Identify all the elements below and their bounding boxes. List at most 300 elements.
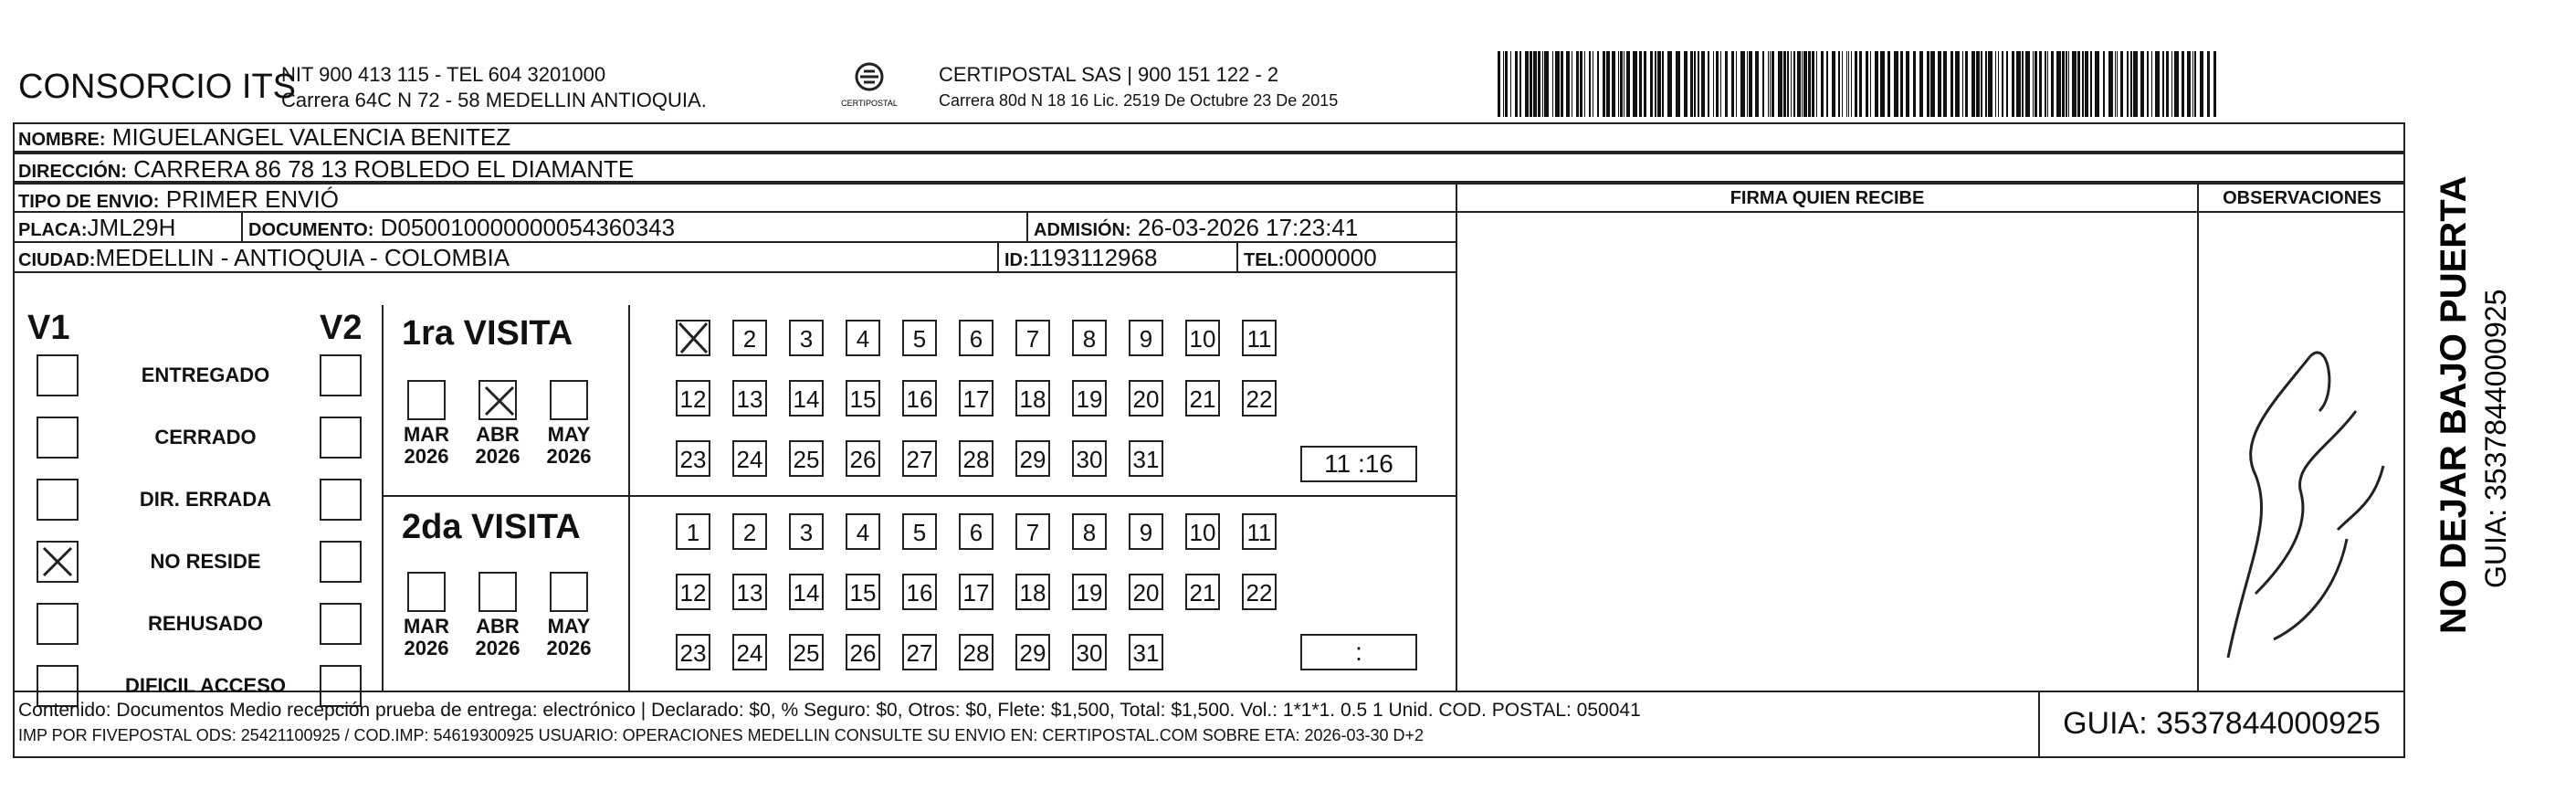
day-box[interactable]: 14 (789, 380, 824, 417)
barcode-bar (1544, 51, 1549, 117)
company-nit (281, 62, 707, 113)
barcode-bar (1713, 51, 1714, 117)
day-box[interactable]: 13 (732, 380, 767, 417)
tipo-value: PRIMER ENVIÓ (165, 185, 339, 213)
v2-label: V2 (320, 309, 363, 347)
barcode-bar (1943, 51, 1947, 117)
barcode-bar (2200, 51, 2203, 117)
barcode-bar (1797, 51, 1801, 117)
visit1-title: 1ra VISITA (402, 314, 573, 353)
month-checkbox[interactable] (478, 380, 517, 420)
barcode-bar (1770, 51, 1771, 117)
barcode-bar (2194, 51, 2196, 117)
observaciones-header: OBSERVACIONES (2197, 183, 2405, 213)
side-panel (2411, 122, 2512, 758)
side-guia: GUIA: 3537844000925 (2479, 289, 2512, 588)
certi-line: CERTIPOSTAL SAS | 900 151 122 - 2 (939, 63, 1279, 86)
logo-text: CERTIPOSTAL (841, 99, 898, 108)
barcode-bar (1988, 51, 1992, 117)
day-box[interactable]: 8 (1072, 513, 1107, 550)
barcode-bar (1690, 51, 1693, 117)
barcode-bar (2147, 51, 2149, 117)
ciudad-label: CIUDAD: (18, 250, 96, 270)
barcode-bar (1793, 51, 1795, 117)
barcode-bar (1812, 51, 1814, 117)
barcode-bar (1618, 51, 1619, 117)
tipo-row (13, 183, 1456, 213)
barcode-bar (1919, 51, 1923, 117)
barcode-bar (1832, 51, 1835, 117)
barcode-bar (2187, 51, 2191, 117)
barcode-bar (2103, 51, 2105, 117)
barcode-bar (1684, 51, 1688, 117)
day-box[interactable]: 24 (732, 634, 767, 670)
nombre-row (13, 122, 2405, 153)
barcode-bar (2062, 51, 2065, 117)
month-label (394, 424, 458, 468)
day-box[interactable]: 18 (1015, 574, 1050, 610)
barcode-bar (1561, 51, 1563, 117)
day-box[interactable]: 2 (732, 320, 767, 356)
month-checkbox[interactable] (550, 572, 588, 612)
direccion-value: CARRERA 86 78 13 ROBLEDO EL DIAMANTE (133, 155, 635, 183)
day-box[interactable]: 4 (846, 513, 880, 550)
barcode-bar (2171, 51, 2172, 117)
day-box[interactable]: 2 (732, 513, 767, 550)
barcode-bar (2166, 51, 2169, 117)
month-checkbox[interactable] (550, 380, 588, 420)
barcode-bar (1603, 51, 1605, 117)
barcode-bar (2151, 51, 2152, 117)
barcode-bar (1650, 51, 1653, 117)
day-box[interactable]: 15 (846, 574, 880, 610)
barcode-bar (1584, 51, 1585, 117)
day-box[interactable] (676, 320, 710, 356)
nit-line: NIT 900 413 115 - TEL 604 3201000 (281, 63, 606, 86)
day-box[interactable]: 16 (902, 380, 937, 417)
day-box[interactable]: 4 (846, 320, 880, 356)
month-year: 2026 (546, 637, 592, 659)
day-box[interactable]: 9 (1129, 513, 1163, 550)
placa-row (13, 213, 1456, 243)
id-label: ID: (1004, 250, 1029, 270)
barcode-bar (1657, 51, 1661, 117)
status-label: ENTREGADO (141, 364, 270, 386)
certipostal-logo (833, 60, 906, 113)
barcode-bar (1698, 51, 1699, 117)
barcode-bar (2006, 51, 2008, 117)
barcode-bar (1662, 51, 1664, 117)
barcode-bar (1955, 51, 1960, 117)
admision-label: ADMISIÓN: (1034, 220, 1131, 240)
barcode-bar (2182, 51, 2184, 117)
day-box[interactable]: 30 (1072, 440, 1107, 477)
day-box[interactable]: 11 (1242, 320, 1277, 356)
barcode-bar (1821, 51, 1824, 117)
barcode-bar (1866, 51, 1868, 117)
barcode-bar (1976, 51, 1980, 117)
barcode-bar (2033, 51, 2034, 117)
barcode-bar (2117, 51, 2118, 117)
day-box[interactable]: 17 (959, 380, 994, 417)
day-box[interactable]: 10 (1185, 320, 1220, 356)
barcode-bar (1503, 51, 1504, 117)
day-box[interactable]: 23 (676, 634, 710, 670)
barcode-bar (1930, 51, 1935, 117)
day-box[interactable]: 25 (789, 440, 824, 477)
divider (2197, 213, 2199, 691)
barcode-bar (2012, 51, 2014, 117)
documento-label: DOCUMENTO: (248, 220, 374, 240)
day-box[interactable]: 11 (1242, 513, 1277, 550)
day-box[interactable]: 25 (789, 634, 824, 670)
barcode-bar (1716, 51, 1719, 117)
tel-label: TEL: (1244, 250, 1285, 270)
day-box[interactable]: 6 (959, 320, 994, 356)
day-box[interactable]: 1 (676, 513, 710, 550)
barcode-bar (1842, 51, 1843, 117)
month-name: ABR (476, 423, 520, 446)
barcode-bar (1510, 51, 1511, 117)
barcode-bar (1971, 51, 1975, 117)
month-checkbox[interactable] (478, 572, 517, 612)
barcode-bar (2066, 51, 2067, 117)
barcode-bar (1606, 51, 1610, 117)
day-box[interactable]: 9 (1129, 320, 1163, 356)
month-label (466, 616, 530, 659)
day-box[interactable]: 15 (846, 380, 880, 417)
barcode-bar (2140, 51, 2144, 117)
barcode-bar (1620, 51, 1623, 117)
barcode-bar (2072, 51, 2077, 117)
month-label (466, 424, 530, 468)
day-box[interactable]: 30 (1072, 634, 1107, 670)
month-label (537, 616, 601, 659)
barcode-bar (1755, 51, 1759, 117)
barcode-bar (2045, 51, 2046, 117)
barcode-bar (1808, 51, 1811, 117)
barcode-bar (1783, 51, 1786, 117)
barcode-bar (2127, 51, 2129, 117)
barcode-bar (1803, 51, 1807, 117)
divider (382, 305, 384, 691)
documento-cell (243, 213, 1028, 243)
barcode-bar (1519, 51, 1521, 117)
v1-label: V1 (27, 309, 70, 347)
v2-checkbox[interactable] (320, 417, 362, 459)
barcode-bar (1995, 51, 1996, 117)
day-box[interactable]: 26 (846, 440, 880, 477)
day-box[interactable]: 29 (1015, 634, 1050, 670)
barcode-bar (1498, 51, 1500, 117)
day-box[interactable]: 7 (1015, 513, 1050, 550)
footer-imp: IMP POR FIVEPOSTAL ODS: 25421100925 / COD.IMP: 54619300925 USUARIO: OPERACIONES MEDELLIN CONSULTE SU ENVIO EN: CERTIPOSTAL.COM SOBRE ETA: 2026-03-30 D+2 (18, 726, 1425, 744)
barcode-bar (1870, 51, 1871, 117)
id-value: 1193112968 (1028, 244, 1158, 271)
day-box[interactable]: 12 (676, 380, 710, 417)
barcode-bar (1720, 51, 1721, 117)
barcode-bar (1612, 51, 1615, 117)
barcode-bar (1505, 51, 1508, 117)
address-line: Carrera 64C N 72 - 58 MEDELLIN ANTIOQUIA. (281, 89, 707, 111)
day-box[interactable]: 7 (1015, 320, 1050, 356)
placa-cell (13, 213, 243, 243)
barcode-bar (1894, 51, 1898, 117)
tipo-label: TIPO DE ENVIO: (18, 192, 160, 212)
tel-cell (1238, 243, 1461, 275)
barcode-bar (1778, 51, 1782, 117)
day-box[interactable]: 8 (1072, 320, 1107, 356)
day-box[interactable]: 26 (846, 634, 880, 670)
barcode-bar (1566, 51, 1570, 117)
barcode-bar (1900, 51, 1903, 117)
barcode-bar (1731, 51, 1734, 117)
barcode-bar (1838, 51, 1840, 117)
day-box[interactable]: 6 (959, 513, 994, 550)
barcode-bar (2077, 51, 2080, 117)
barcode-bar (1791, 51, 1792, 117)
status-label: CERRADO (154, 426, 257, 448)
barcode-bar (2051, 51, 2054, 117)
day-box[interactable]: 10 (1185, 513, 1220, 550)
direccion-row (13, 153, 2405, 183)
day-box[interactable]: 16 (902, 574, 937, 610)
barcode-bar (1538, 51, 1540, 117)
barcode-bar (1762, 51, 1764, 117)
divider (1456, 213, 1457, 691)
visit2-time[interactable]: : (1300, 634, 1417, 670)
barcode-bar (1533, 51, 1537, 117)
barcode-bar (1880, 51, 1885, 117)
v2-checkbox[interactable] (320, 479, 362, 521)
status-label: REHUSADO (148, 612, 263, 635)
barcode-bar (2090, 51, 2092, 117)
barcode-bar (1725, 51, 1728, 117)
month-year: 2026 (475, 445, 520, 468)
day-box[interactable]: 23 (676, 440, 710, 477)
tel-value: 0000000 (1284, 244, 1377, 271)
barcode-bar (2174, 51, 2179, 117)
barcode-bar (2192, 51, 2193, 117)
barcode-bar (1676, 51, 1680, 117)
nombre-value: MIGUELANGEL VALENCIA BENITEZ (111, 123, 511, 151)
status-label: DIR. ERRADA (139, 488, 272, 511)
status-label: NO RESIDE (150, 550, 261, 573)
barcode-bar (1768, 51, 1769, 117)
day-box[interactable]: 12 (676, 574, 710, 610)
divider (382, 495, 1456, 497)
barcode-bar (1906, 51, 1909, 117)
barcode-bar (2162, 51, 2164, 117)
month-checkbox[interactable] (407, 380, 446, 420)
barcode-bar (2068, 51, 2069, 117)
direccion-label: DIRECCIÓN: (18, 162, 127, 182)
barcode-bar (2035, 51, 2037, 117)
day-box[interactable]: 28 (959, 634, 994, 670)
barcode-bar (1555, 51, 1560, 117)
barcode-bar (1655, 51, 1656, 117)
barcode-bar (1962, 51, 1963, 117)
barcode-bar (2002, 51, 2003, 117)
barcode-bar (1965, 51, 1968, 117)
month-name: MAR (403, 423, 450, 446)
day-box[interactable]: 22 (1242, 574, 1277, 610)
barcode-bar (1855, 51, 1857, 117)
nombre-label: NOMBRE: (18, 130, 106, 150)
month-year: 2026 (404, 637, 449, 659)
v2-checkbox[interactable] (320, 354, 362, 396)
barcode-bar (1787, 51, 1789, 117)
barcode-bar (2120, 51, 2123, 117)
barcode-bar (2207, 51, 2210, 117)
barcode-bar (1525, 51, 1529, 117)
barcode-bar (1950, 51, 1953, 117)
month-name: MAY (547, 423, 591, 446)
barcode-bar (1772, 51, 1774, 117)
barcode-bar (2039, 51, 2042, 117)
certipostal-info (939, 62, 1338, 113)
ciudad-cell (13, 243, 999, 273)
day-box[interactable]: 31 (1129, 440, 1163, 477)
day-box[interactable]: 14 (789, 574, 824, 610)
barcode-bar (2115, 51, 2116, 117)
barcode-bar (1851, 51, 1852, 117)
barcode-bar (2108, 51, 2113, 117)
id-cell (999, 243, 1238, 273)
status-label: DIFICIL ACCESO (124, 674, 286, 697)
admision-value: 26-03-2026 17:23:41 (1137, 214, 1359, 241)
barcode-bar (1981, 51, 1982, 117)
barcode-bar (1848, 51, 1849, 117)
day-box[interactable]: 22 (1242, 380, 1277, 417)
firma-header: FIRMA QUIEN RECIBE (1456, 183, 2197, 213)
barcode-bar (1747, 51, 1748, 117)
barcode-bar (1985, 51, 1987, 117)
month-checkbox[interactable] (407, 572, 446, 612)
placa-value: JML29H (87, 214, 176, 241)
day-box[interactable]: 17 (959, 574, 994, 610)
day-box[interactable]: 20 (1129, 380, 1163, 417)
certi-license: Carrera 80d N 18 16 Lic. 2519 De Octubre 23 De 2015 (939, 91, 1339, 110)
v2-checkbox[interactable] (320, 541, 362, 583)
barcode-bar (2095, 51, 2099, 117)
day-box[interactable]: 21 (1185, 574, 1220, 610)
barcode-bar (1667, 51, 1672, 117)
barcode-bar (1580, 51, 1582, 117)
guia-number: GUIA: 3537844000925 (2063, 706, 2381, 741)
barcode-bar (1740, 51, 1745, 117)
day-box[interactable]: 5 (902, 320, 937, 356)
placa-label: PLACA: (18, 220, 88, 240)
barcode-bar (1694, 51, 1696, 117)
barcode-bar (1515, 51, 1518, 117)
barcode-bar (1887, 51, 1890, 117)
visit1-time[interactable]: 11 :16 (1300, 446, 1417, 482)
barcode-bar (1913, 51, 1916, 117)
month-label (537, 424, 601, 468)
barcode-bar (1542, 51, 1543, 117)
barcode-bar (1938, 51, 1941, 117)
barcode-bar (1736, 51, 1737, 117)
barcode-bar (2213, 51, 2216, 117)
barcode-bar (2016, 51, 2021, 117)
barcode-bar (2047, 51, 2048, 117)
barcode-bar (1846, 51, 1847, 117)
day-box[interactable]: 21 (1185, 380, 1220, 417)
barcode-bar (1701, 51, 1705, 117)
no-dejar-warning: NO DEJAR BAJO PUERTA (2434, 175, 2474, 634)
day-box[interactable]: 29 (1015, 440, 1050, 477)
barcode-bar (1875, 51, 1878, 117)
month-name: ABR (476, 615, 520, 638)
barcode-bar (1530, 51, 1532, 117)
month-year: 2026 (404, 445, 449, 468)
admision-cell (1028, 213, 1461, 245)
visit2-title: 2da VISITA (402, 508, 581, 546)
day-box[interactable]: 19 (1072, 574, 1107, 610)
barcode-bar (1802, 51, 1803, 117)
barcode-bar (1859, 51, 1862, 117)
day-box[interactable]: 5 (902, 513, 937, 550)
barcode-bar (2133, 51, 2138, 117)
barcode-bar (2155, 51, 2160, 117)
signature (2201, 292, 2402, 685)
barcode-bar (2022, 51, 2024, 117)
day-box[interactable]: 31 (1129, 634, 1163, 670)
month-label (394, 616, 458, 659)
footer-contenido: Contenido: Documentos Medio recepción prueba de entrega: electrónico | Declarado: $0, % Seguro: $0, Otros: $0, Flete: $1,500, Total: $1,500. Vol.: 1*1*1. 0.5 1 Unid. COD. POSTAL: 050041 (18, 700, 1641, 721)
ciudad-value: MEDELLIN - ANTIOQUIA - COLOMBIA (95, 244, 510, 271)
barcode-bar (1708, 51, 1709, 117)
day-box[interactable]: 28 (959, 440, 994, 477)
barcode-bar (1589, 51, 1591, 117)
barcode-bar (1626, 51, 1630, 117)
barcode-bar (2130, 51, 2132, 117)
day-box[interactable]: 27 (902, 440, 937, 477)
month-name: MAR (403, 615, 450, 638)
barcode-bar (1633, 51, 1637, 117)
day-box[interactable]: 3 (789, 513, 824, 550)
v2-checkbox[interactable] (320, 603, 362, 645)
barcode-bar (2025, 51, 2030, 117)
barcode-bar (2082, 51, 2084, 117)
barcode-bar (1644, 51, 1646, 117)
barcode-bar (1826, 51, 1828, 117)
day-box[interactable]: 27 (902, 634, 937, 670)
barcode-bar (2085, 51, 2088, 117)
day-box[interactable]: 3 (789, 320, 824, 356)
ciudad-row (13, 243, 1456, 273)
day-box[interactable]: 24 (732, 440, 767, 477)
barcode-bar (2056, 51, 2061, 117)
company-name: CONSORCIO ITS (18, 68, 297, 106)
day-box[interactable]: 20 (1129, 574, 1163, 610)
day-box[interactable]: 18 (1015, 380, 1050, 417)
barcode-bar (1998, 51, 1999, 117)
barcode-bar (1816, 51, 1817, 117)
barcode-bar (1597, 51, 1599, 117)
barcode-bar (1927, 51, 1929, 117)
month-name: MAY (547, 615, 591, 638)
documento-value: D050010000000054360343 (380, 214, 676, 241)
barcode-bar (1552, 51, 1553, 117)
barcode-bar (1576, 51, 1579, 117)
day-box[interactable]: 13 (732, 574, 767, 610)
barcode-bar (1749, 51, 1752, 117)
day-box[interactable]: 19 (1072, 380, 1107, 417)
divider (628, 305, 630, 691)
month-year: 2026 (475, 637, 520, 659)
